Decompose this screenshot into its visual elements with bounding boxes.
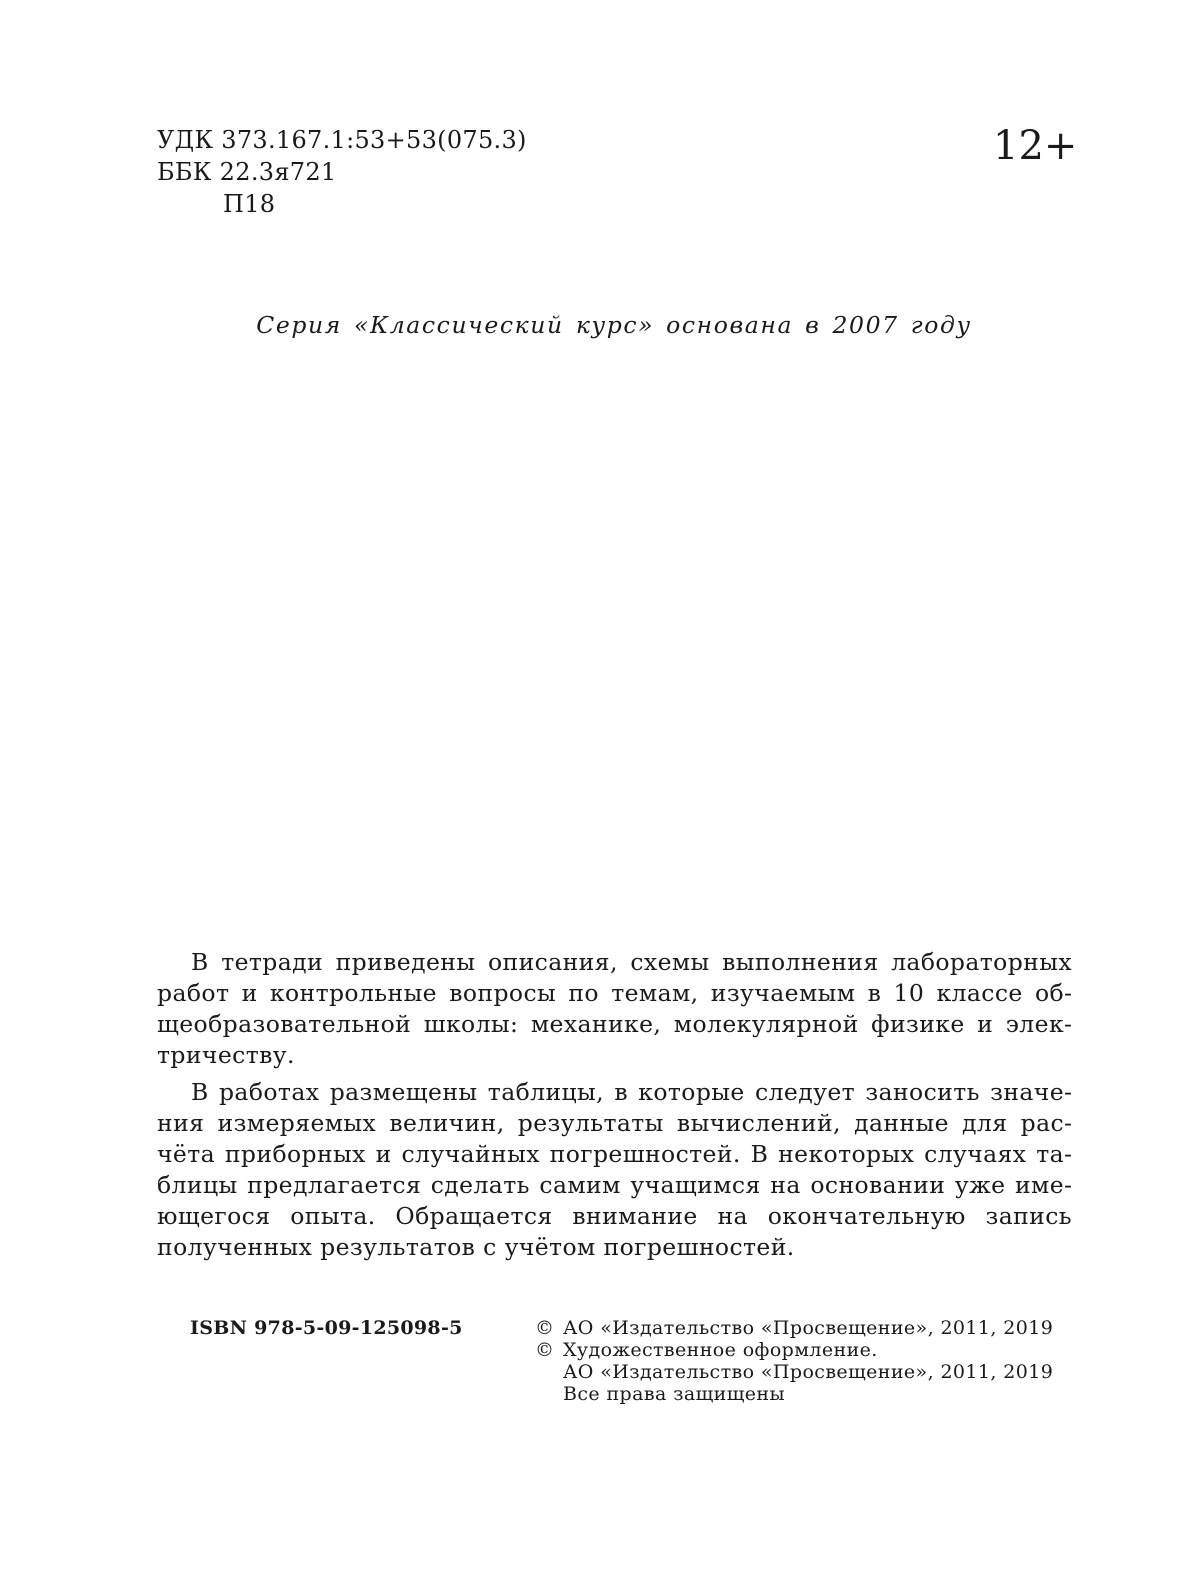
abstract <box>157 947 1072 1269</box>
copyright-symbol: © <box>535 1339 555 1361</box>
series-note: Серия «Классический курс» основана в 2007 году <box>256 311 972 339</box>
catalog-codes <box>157 124 527 220</box>
copyright-publisher: АО «Издательство «Просвещение», 2011, 2019 <box>563 1317 1054 1339</box>
bbk-code: ББК 22.3я721 <box>157 158 337 186</box>
isbn: ISBN 978-5-09-125098-5 <box>190 1317 463 1339</box>
age-rating: 12+ <box>993 123 1078 169</box>
rights-reserved: Все права защищены <box>563 1383 786 1405</box>
copyright-block <box>535 1317 1053 1405</box>
copyright-symbol: © <box>535 1317 555 1339</box>
udk-code: УДК 373.167.1:53+53(075.3) <box>157 126 527 154</box>
abstract-paragraph: В работах размещены таблицы, в которые следует заносить значения измеряемых величин, результаты вычислений, данные для расчёта приборных и случайных погрешностей. В некоторых случаях таблицы предлагается сделать самим учащимся на основании уже имеющегося опыта. Обращается внимание на окончательную запись полученных результатов с учётом погрешностей. <box>157 1078 1072 1261</box>
copyright-design-label: Художественное оформление. <box>563 1339 878 1361</box>
copyright-design-publisher: АО «Издательство «Просвещение», 2011, 2019 <box>563 1361 1054 1383</box>
abstract-paragraph: В тетради приведены описания, схемы выполнения лабораторных работ и контрольные вопросы по темам, изучаемым в 10 классе общеобразовательной школы: механике, молекулярной физике и электричеству. <box>157 948 1072 1069</box>
copyright-row <box>535 1339 1053 1361</box>
copyright-row <box>535 1317 1053 1339</box>
author-mark: П18 <box>223 190 276 218</box>
